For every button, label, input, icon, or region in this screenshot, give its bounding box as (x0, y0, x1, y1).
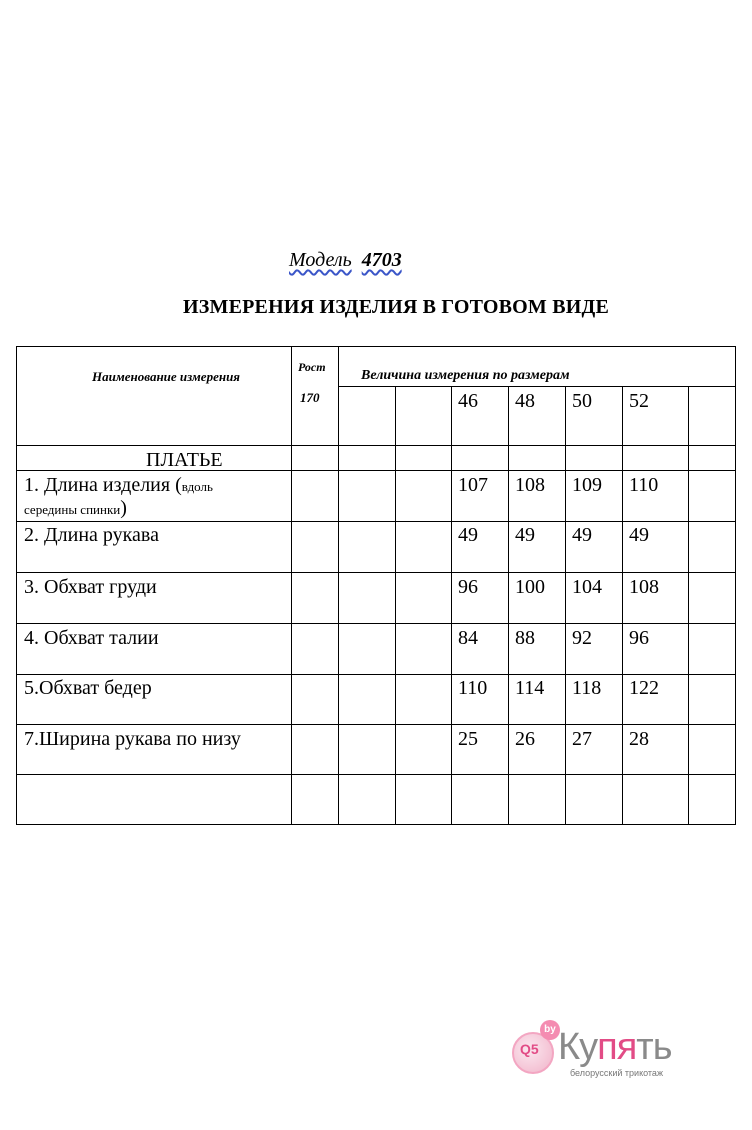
row-label-continued: середины спинки) (24, 497, 127, 519)
header-rost-value: 170 (300, 390, 320, 405)
size-52: 52 (629, 390, 649, 412)
cell-value: 110 (458, 677, 488, 699)
cell-value: 108 (515, 474, 545, 496)
col-divider (508, 386, 509, 825)
row-label: 1. Длина изделия (вдоль (24, 474, 213, 496)
logo-badge: by (540, 1020, 560, 1040)
cell-value: 92 (572, 627, 592, 649)
cell-value: 109 (572, 474, 602, 496)
row-divider (16, 470, 736, 471)
row-divider (16, 774, 736, 775)
col-divider (622, 386, 623, 825)
row-label: 7.Ширина рукава по низу (24, 728, 241, 750)
row-divider (16, 623, 736, 624)
cell-value: 49 (572, 524, 592, 546)
cell-value: 28 (629, 728, 649, 750)
size-48: 48 (515, 390, 535, 412)
size-46: 46 (458, 390, 478, 412)
size-50: 50 (572, 390, 592, 412)
header-size-values: Величина измерения по размерам (361, 368, 570, 383)
brand-logo (510, 1018, 720, 1084)
cell-value: 26 (515, 728, 535, 750)
row-label: 4. Обхват талии (24, 627, 159, 649)
cell-value: 49 (458, 524, 478, 546)
cell-value: 27 (572, 728, 592, 750)
header-rost: Рост (298, 360, 326, 374)
row-divider (16, 674, 736, 675)
header-measurement-name: Наименование измерения (92, 369, 240, 384)
col-divider (688, 386, 689, 825)
logo-subtitle: белорусский трикотаж (570, 1068, 663, 1078)
cell-value: 107 (458, 474, 488, 496)
row-divider (16, 521, 736, 522)
logo-mark: Q5 (520, 1041, 539, 1057)
cell-value: 25 (458, 728, 478, 750)
model-number: 4703 (361, 249, 402, 271)
row-divider (338, 386, 736, 387)
table-border-top (16, 346, 736, 347)
row-label: 2. Длина рукава (24, 524, 159, 546)
row-divider (16, 445, 736, 446)
cell-value: 49 (515, 524, 535, 546)
col-divider (291, 346, 292, 825)
cell-value: 100 (515, 576, 545, 598)
cell-value: 114 (515, 677, 545, 699)
col-divider (395, 386, 396, 825)
cell-value: 84 (458, 627, 478, 649)
cell-value: 122 (629, 677, 659, 699)
model-label: Модель (289, 249, 352, 271)
table-border-bottom (16, 824, 736, 825)
col-divider (451, 386, 452, 825)
cell-value: 118 (572, 677, 602, 699)
cell-value: 88 (515, 627, 535, 649)
cell-value: 96 (458, 576, 478, 598)
col-divider (338, 346, 339, 825)
col-divider (565, 386, 566, 825)
document-title: ИЗМЕРЕНИЯ ИЗДЕЛИЯ В ГОТОВОМ ВИДЕ (183, 296, 609, 318)
cell-value: 96 (629, 627, 649, 649)
measurements-table (16, 346, 736, 825)
section-dress: ПЛАТЬЕ (146, 449, 223, 471)
row-label: 5.Обхват бедер (24, 677, 152, 699)
cell-value: 49 (629, 524, 649, 546)
cell-value: 108 (629, 576, 659, 598)
row-divider (16, 724, 736, 725)
cell-value: 110 (629, 474, 659, 496)
cell-value: 104 (572, 576, 602, 598)
table-border-left (16, 346, 17, 825)
table-border-right (735, 346, 736, 825)
model-line (289, 249, 402, 272)
logo-wordmark: Купять (558, 1026, 672, 1068)
row-label: 3. Обхват груди (24, 576, 157, 598)
row-divider (16, 572, 736, 573)
